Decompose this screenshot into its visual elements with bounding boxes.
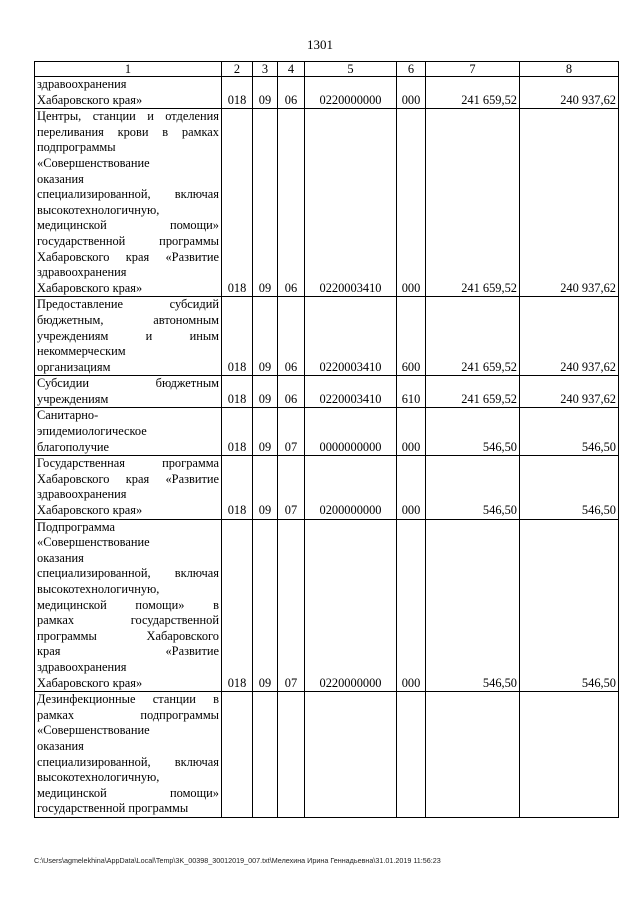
row-name-line: здравоохранения bbox=[37, 487, 127, 502]
code-col-2: 018 bbox=[222, 109, 253, 297]
code-col-3: 09 bbox=[253, 456, 278, 519]
amount-col-8: 546,50 bbox=[520, 456, 619, 519]
row-name bbox=[35, 519, 222, 692]
code-col-5: 0220000000 bbox=[305, 519, 397, 692]
row-name-line: «Совершенствование bbox=[37, 723, 150, 738]
code-col-3: 09 bbox=[253, 297, 278, 376]
header-col-3: 3 bbox=[253, 62, 278, 77]
row-name-line: государственной программы bbox=[37, 233, 219, 248]
code-col-3: 09 bbox=[253, 376, 278, 408]
amount-col-7: 546,50 bbox=[426, 408, 520, 456]
code-col-3: 09 bbox=[253, 519, 278, 692]
header-col-4: 4 bbox=[278, 62, 305, 77]
code-col-6: 000 bbox=[397, 456, 426, 519]
row-name-line: медицинской помощи» в bbox=[37, 597, 219, 612]
row-name-line: учреждениям bbox=[37, 391, 109, 406]
amount-col-8: 546,50 bbox=[520, 408, 619, 456]
row-name-line: рамках подпрограммы bbox=[37, 707, 219, 722]
code-col-5 bbox=[305, 692, 397, 818]
header-col-5: 5 bbox=[305, 62, 397, 77]
row-name-line: Дезинфекционные станции в bbox=[37, 692, 219, 707]
code-col-3 bbox=[253, 692, 278, 818]
header-col-6: 6 bbox=[397, 62, 426, 77]
code-col-3: 09 bbox=[253, 109, 278, 297]
code-col-3: 09 bbox=[253, 408, 278, 456]
row-name-line: Санитарно- bbox=[37, 408, 99, 423]
amount-col-8: 546,50 bbox=[520, 519, 619, 692]
row-name-line: Хабаровского края» bbox=[37, 675, 143, 690]
row-name-line: высокотехнологичную, bbox=[37, 582, 160, 596]
row-name-line: высокотехнологичную, bbox=[37, 202, 160, 217]
header-row bbox=[35, 62, 619, 77]
row-name-line: «Совершенствование bbox=[37, 535, 150, 550]
code-col-3: 09 bbox=[253, 77, 278, 109]
amount-col-7: 546,50 bbox=[426, 456, 520, 519]
row-name-line: «Совершенствование bbox=[37, 155, 150, 170]
row-name-line: Хабаровского края» bbox=[37, 503, 143, 518]
row-name-line: высокотехнологичную, bbox=[37, 770, 160, 785]
table-row bbox=[35, 456, 619, 519]
amount-col-8: 240 937,62 bbox=[520, 376, 619, 408]
code-col-4: 07 bbox=[278, 408, 305, 456]
code-col-6: 000 bbox=[397, 519, 426, 692]
table-row bbox=[35, 77, 619, 109]
code-col-5: 0220003410 bbox=[305, 297, 397, 376]
row-name-line: подпрограммы bbox=[37, 140, 116, 155]
code-col-4: 07 bbox=[278, 519, 305, 692]
code-col-4: 06 bbox=[278, 77, 305, 109]
code-col-2: 018 bbox=[222, 376, 253, 408]
row-name-line: медицинской помощи» bbox=[37, 218, 219, 233]
row-name bbox=[35, 109, 222, 297]
row-name-line: специализированной, включая bbox=[37, 187, 219, 202]
amount-col-8: 240 937,62 bbox=[520, 297, 619, 376]
code-col-2: 018 bbox=[222, 297, 253, 376]
row-name-line: медицинской помощи» bbox=[37, 785, 219, 800]
row-name-line: здравоохранения bbox=[37, 659, 127, 674]
amount-col-7 bbox=[426, 692, 520, 818]
row-name-line: специализированной, включая bbox=[37, 754, 219, 769]
row-name-line: Субсидии бюджетным bbox=[37, 376, 219, 391]
row-name bbox=[35, 456, 222, 519]
code-col-5: 0000000000 bbox=[305, 408, 397, 456]
row-name-line: Государственная программа bbox=[37, 456, 219, 471]
amount-col-7: 241 659,52 bbox=[426, 77, 520, 109]
budget-table bbox=[34, 61, 619, 818]
row-name-line: эпидемиологическое bbox=[37, 424, 147, 439]
code-col-2: 018 bbox=[222, 77, 253, 109]
row-name bbox=[35, 692, 222, 818]
row-name-line: некоммерческим bbox=[37, 344, 126, 359]
table-row bbox=[35, 376, 619, 408]
row-name-line: здравоохранения bbox=[37, 77, 127, 91]
code-col-4 bbox=[278, 692, 305, 818]
amount-col-8 bbox=[520, 692, 619, 818]
header-col-7: 7 bbox=[426, 62, 520, 77]
header-col-1: 1 bbox=[35, 62, 222, 77]
row-name-line: Хабаровского края» bbox=[37, 280, 143, 295]
code-col-5: 0200000000 bbox=[305, 456, 397, 519]
row-name bbox=[35, 376, 222, 408]
code-col-2 bbox=[222, 692, 253, 818]
table-row bbox=[35, 692, 619, 818]
amount-col-7: 546,50 bbox=[426, 519, 520, 692]
page-number: 1301 bbox=[307, 37, 333, 52]
code-col-2: 018 bbox=[222, 408, 253, 456]
code-col-5: 0220003410 bbox=[305, 109, 397, 297]
row-name-line: Хабаровского края «Развитие bbox=[37, 471, 219, 486]
row-name bbox=[35, 77, 222, 109]
amount-col-7: 241 659,52 bbox=[426, 297, 520, 376]
amount-col-8: 240 937,62 bbox=[520, 109, 619, 297]
table-row bbox=[35, 109, 619, 297]
code-col-2: 018 bbox=[222, 456, 253, 519]
row-name-line: государственной программы bbox=[37, 801, 189, 816]
code-col-4: 07 bbox=[278, 456, 305, 519]
code-col-6: 000 bbox=[397, 408, 426, 456]
header-col-2: 2 bbox=[222, 62, 253, 77]
code-col-4: 06 bbox=[278, 297, 305, 376]
code-col-6: 600 bbox=[397, 297, 426, 376]
row-name-line: учреждениям и иным bbox=[37, 328, 219, 343]
row-name-line: Хабаровского края» bbox=[37, 92, 143, 107]
amount-col-7: 241 659,52 bbox=[426, 109, 520, 297]
row-name-line: оказания bbox=[37, 738, 84, 753]
row-name-line: оказания bbox=[37, 550, 84, 565]
row-name-line: программы Хабаровского bbox=[37, 628, 219, 643]
row-name-line: Центры, станции и отделения bbox=[37, 109, 219, 124]
row-name-line: Хабаровского края «Развитие bbox=[37, 249, 219, 264]
code-col-6: 000 bbox=[397, 109, 426, 297]
row-name-line: оказания bbox=[37, 171, 84, 186]
code-col-6: 000 bbox=[397, 77, 426, 109]
row-name bbox=[35, 297, 222, 376]
row-name-line: специализированной, включая bbox=[37, 566, 219, 581]
table-row bbox=[35, 519, 619, 692]
row-name-line: здравоохранения bbox=[37, 265, 127, 280]
table-row bbox=[35, 297, 619, 376]
row-name-line: Подпрограмма bbox=[37, 519, 115, 534]
row-name-line: рамках государственной bbox=[37, 613, 219, 628]
row-name-line: организациям bbox=[37, 359, 111, 374]
row-name-line: Предоставление субсидий bbox=[37, 297, 219, 312]
code-col-6: 610 bbox=[397, 376, 426, 408]
row-name bbox=[35, 408, 222, 456]
table-row bbox=[35, 408, 619, 456]
amount-col-7: 241 659,52 bbox=[426, 376, 520, 408]
code-col-5: 0220000000 bbox=[305, 77, 397, 109]
amount-col-8: 240 937,62 bbox=[520, 77, 619, 109]
code-col-5: 0220003410 bbox=[305, 376, 397, 408]
code-col-4: 06 bbox=[278, 109, 305, 297]
row-name-line: переливания крови в рамках bbox=[37, 124, 219, 139]
row-name-line: края «Развитие bbox=[37, 644, 219, 659]
row-name-line: благополучие bbox=[37, 439, 110, 454]
row-name-line: бюджетным, автономным bbox=[37, 312, 219, 327]
code-col-4: 06 bbox=[278, 376, 305, 408]
footer-file-path: C:\Users\agmelekhina\AppData\Local\Temp\3K_00398_30012019_007.txt\Мелехина Ирина Геннадьевна\31.01.2019 11:56:23 bbox=[34, 856, 441, 865]
table-body bbox=[35, 77, 619, 818]
header-col-8: 8 bbox=[520, 62, 619, 77]
code-col-6 bbox=[397, 692, 426, 818]
code-col-2: 018 bbox=[222, 519, 253, 692]
